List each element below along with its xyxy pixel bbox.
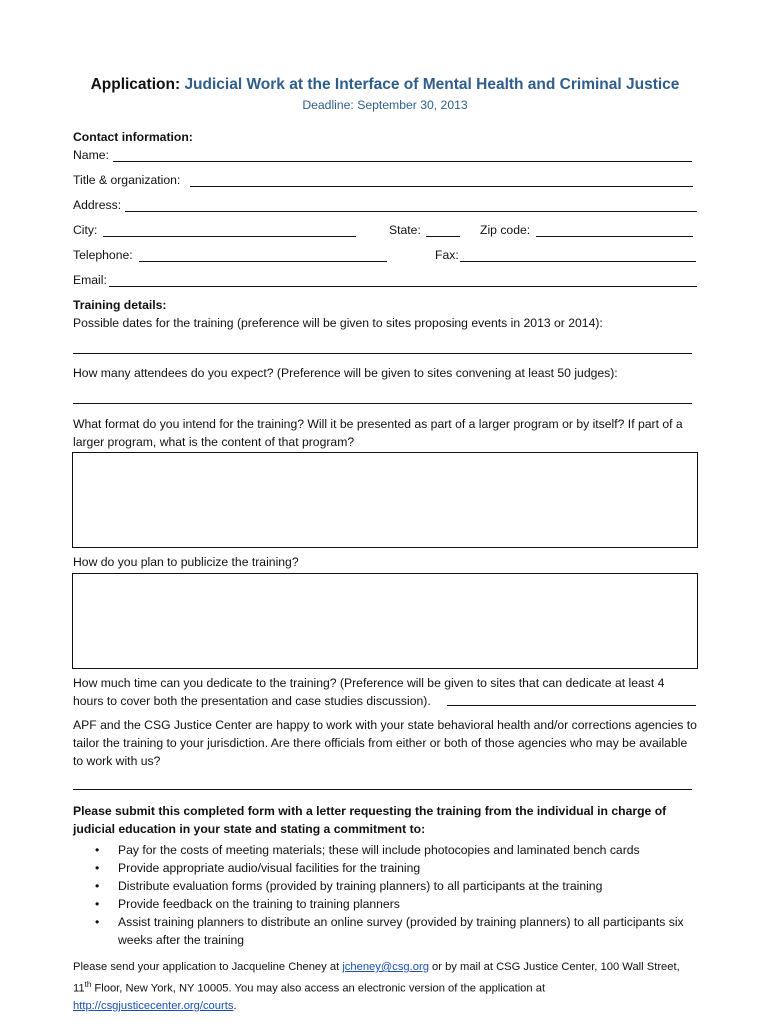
training-heading: Training details: [73,298,167,312]
bullet-icon: • [95,897,100,911]
name-field[interactable] [113,161,692,162]
time-field[interactable] [447,705,696,706]
attendees-question: How many attendees do you expect? (Preference will be given to sites convening at least 50 judges): [73,366,618,380]
deadline: Deadline: September 30, 2013 [302,98,468,112]
submit-instruction: Please submit this completed form with a letter requesting the training from the individual in charge of judicial education in your state and stating a commitment to: [73,804,667,836]
fax-field[interactable] [460,261,696,262]
bullet-icon: • [95,861,100,875]
agencies-field[interactable] [73,789,692,790]
city-label: City: [73,223,98,237]
publicize-answer-box[interactable] [72,573,698,669]
title-org-label: Title & organization: [73,173,181,187]
telephone-label: Telephone: [73,248,133,262]
email-label: Email: [73,273,107,287]
contact-email-link[interactable]: jcheney@csg.org [342,961,429,973]
title-org-field[interactable] [190,186,693,187]
state-field[interactable] [426,236,460,237]
zip-label: Zip code: [480,223,531,237]
title-main: Judicial Work at the Interface of Mental Health and Criminal Justice [184,76,680,93]
dates-field[interactable] [73,353,692,354]
attendees-field[interactable] [73,403,692,404]
agencies-question: APF and the CSG Justice Center are happy to work with your state behavioral health and/or corrections agencies to tailor the training to your jurisdiction. Are there officials from either or both of those agencies who may be available to work with us? [73,718,697,768]
city-field[interactable] [103,236,356,237]
bullet-icon: • [95,879,100,893]
state-label: State: [389,223,421,237]
commitment-list [73,841,698,949]
bullet-icon: • [95,915,100,929]
dates-question: Possible dates for the training (preference will be given to sites proposing events in 2013 or 2014): [73,316,603,330]
time-question: How much time can you dedicate to the training? (Preference will be given to sites that can dedicate at least 4 hours to cover both the presentation and case studies discussion). [73,676,665,708]
page-title [0,76,770,94]
application-url-link[interactable]: http://csgjusticecenter.org/courts [73,999,234,1012]
publicize-question: How do you plan to publicize the training? [73,555,299,569]
list-item: • Assist training planners to distribute an online survey (provided by training planners) to all participants six weeks after the training [95,915,684,947]
format-answer-box[interactable] [72,452,698,548]
name-label: Name: [73,148,109,162]
format-question: What format do you intend for the training? Will it be presented as part of a larger program or by itself? If part of a larger program, what is the content of that program? [73,417,683,449]
telephone-field[interactable] [139,261,387,262]
address-label: Address: [73,198,122,212]
title-prefix: Application: [90,76,181,93]
footer-contact: Please send your application to Jacqueline Cheney at jcheney@csg.org or by mail at CSG Justice Center, 100 Wall Street, 11th Floor, New York, NY 10005. You may also access an electronic version of the application at http://csgjusticecenter.org/courts. [73,961,680,1012]
address-field[interactable] [125,211,697,212]
list-item: • Pay for the costs of meeting materials; these will include photocopies and laminated bench cards [95,843,640,857]
list-item: • Distribute evaluation forms (provided by training planners) to all participants at the training [95,879,603,893]
fax-label: Fax: [435,248,459,262]
list-item: • Provide feedback on the training to training planners [95,897,400,911]
list-item: • Provide appropriate audio/visual facilities for the training [95,861,421,875]
contact-heading: Contact information: [73,130,193,144]
zip-field[interactable] [536,236,693,237]
email-field[interactable] [109,286,697,287]
bullet-icon: • [95,843,100,857]
